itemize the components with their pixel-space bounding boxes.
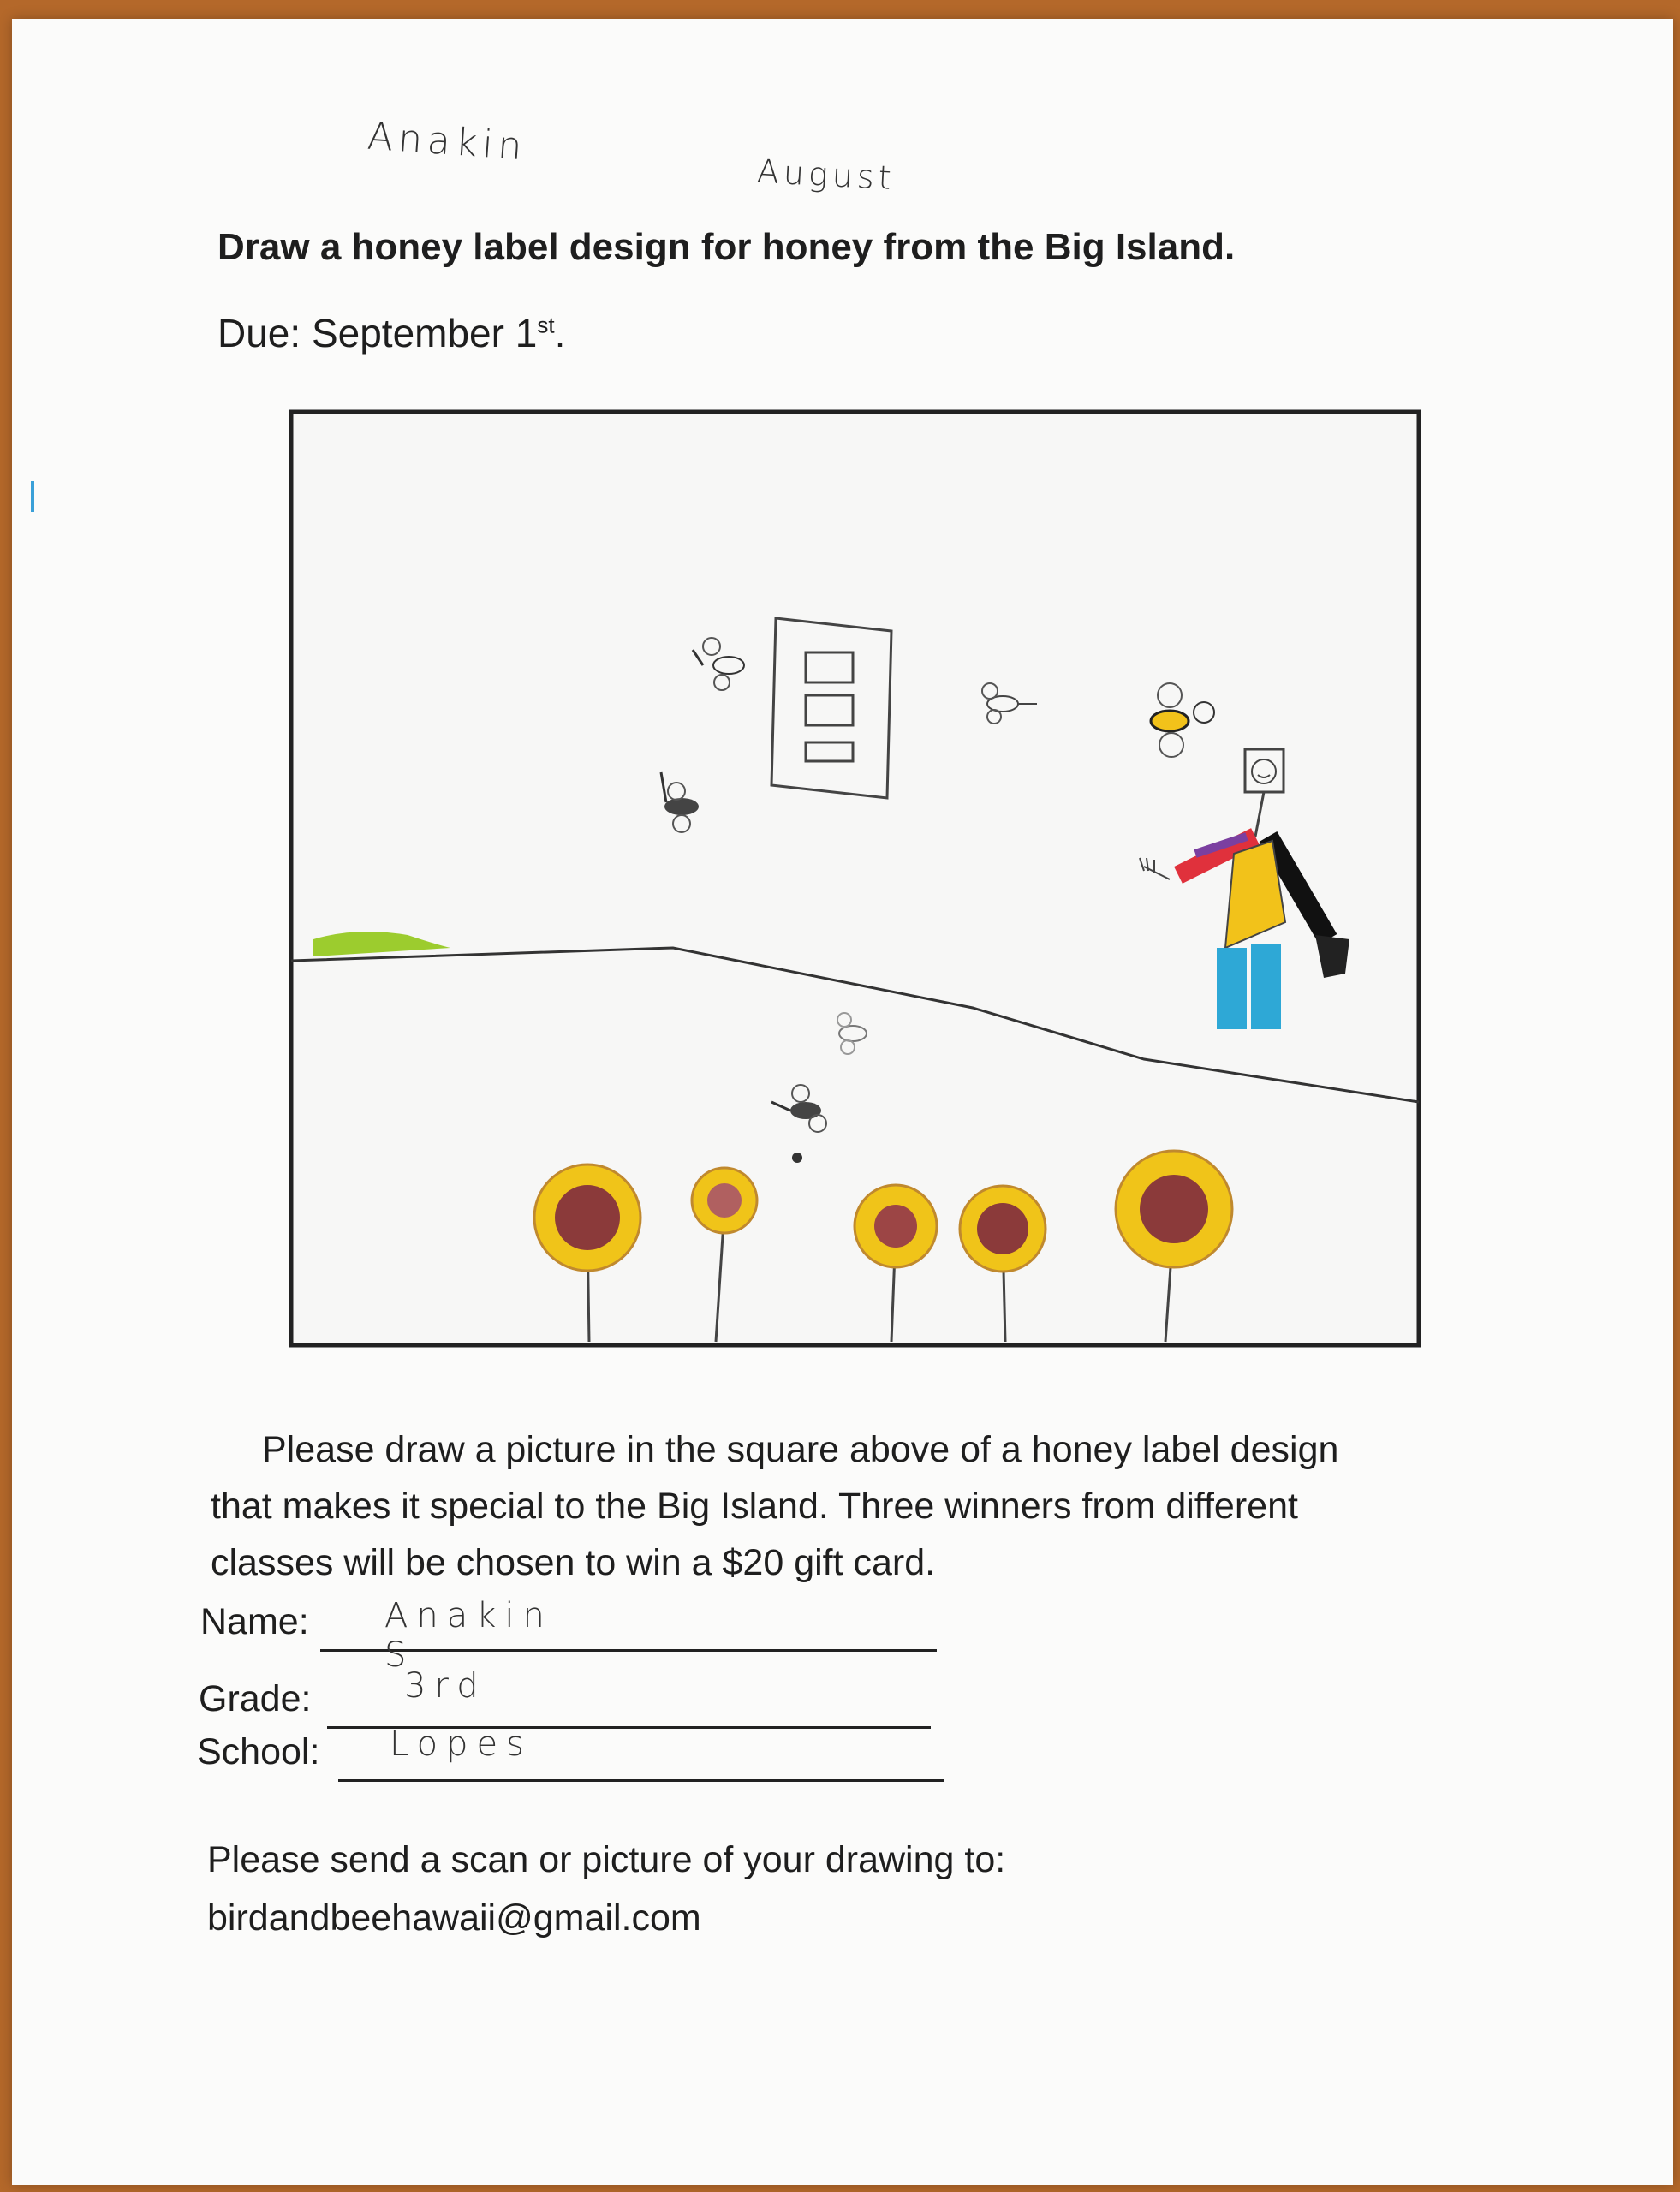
handwritten-month: August bbox=[755, 152, 897, 198]
name-field[interactable] bbox=[200, 1596, 553, 1675]
contact-email[interactable]: birdandbeehawaii@gmail.com bbox=[207, 1897, 701, 1939]
child-drawing bbox=[288, 408, 1422, 1349]
instructions-line-1: Please draw a picture in the square above of a honey label design bbox=[262, 1429, 1339, 1470]
submission-info bbox=[207, 1831, 1005, 1947]
grade-label: Grade: bbox=[199, 1678, 312, 1719]
page-title: Draw a honey label design for honey from the Big Island. bbox=[217, 226, 1236, 268]
instructions-line-3: classes will be chosen to win a $20 gift card. bbox=[211, 1542, 936, 1583]
drawing-area bbox=[288, 408, 1422, 1349]
grade-value: 3rd bbox=[404, 1666, 487, 1706]
due-date: Due: September 1st. bbox=[217, 311, 566, 355]
name-value: Anakin S bbox=[384, 1596, 553, 1675]
school-field[interactable] bbox=[197, 1724, 533, 1773]
name-label: Name: bbox=[200, 1601, 309, 1642]
grade-field[interactable] bbox=[199, 1666, 487, 1720]
pen-mark bbox=[31, 481, 34, 512]
submission-instruction: Please send a scan or picture of your drawing to: bbox=[207, 1839, 1006, 1880]
instructions-text bbox=[211, 1421, 1444, 1591]
school-label: School: bbox=[197, 1731, 320, 1772]
worksheet-paper bbox=[12, 19, 1673, 2185]
handwritten-name: Anakin bbox=[366, 114, 529, 170]
instructions-line-2: that makes it special to the Big Island. Three winners from different bbox=[211, 1486, 1298, 1527]
school-value: Lopes bbox=[390, 1724, 533, 1764]
school-line bbox=[338, 1779, 944, 1782]
